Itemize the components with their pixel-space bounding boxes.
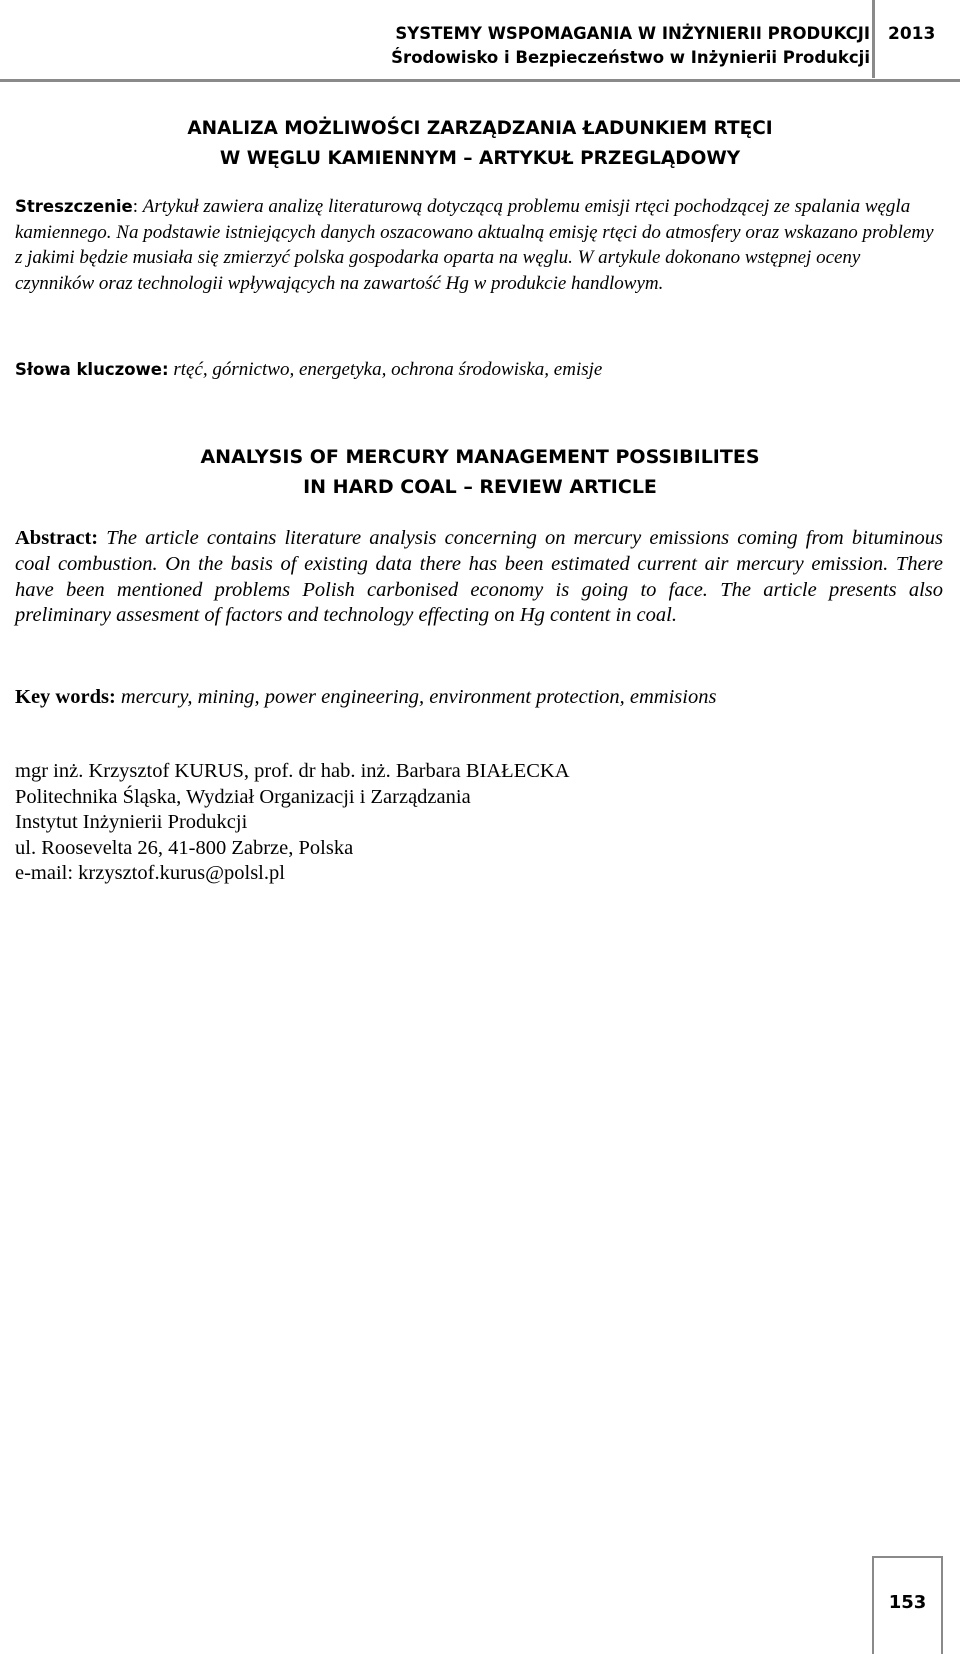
abstract-polish-colon: : (132, 196, 143, 217)
keywords-polish-text: rtęć, górnictwo, energetyka, ochrona środowiska, emisje (173, 359, 603, 380)
keywords-english (15, 684, 943, 710)
author-email: e-mail: krzysztof.kurus@polsl.pl (15, 862, 285, 885)
header-horizontal-rule (0, 79, 960, 82)
abstract-polish (15, 194, 943, 296)
journal-title-line2: Środowisko i Bezpieczeństwo w Inżynierii Produkcji (391, 48, 870, 67)
title-polish (0, 114, 960, 174)
title-english-line2: IN HARD COAL – REVIEW ARTICLE (303, 476, 657, 498)
author-address: ul. Roosevelta 26, 41-800 Zabrze, Polska (15, 836, 354, 859)
keywords-polish (15, 357, 943, 383)
abstract-english-label: Abstract: (15, 527, 99, 549)
keywords-english-text: mercury, mining, power engineering, environment protection, emmisions (120, 686, 717, 708)
abstract-english (15, 526, 943, 629)
title-polish-line2: W WĘGLU KAMIENNYM – ARTYKUŁ PRZEGLĄDOWY (219, 148, 741, 169)
author-institute: Instytut Inżynierii Produkcji (15, 811, 248, 834)
running-header (0, 0, 960, 80)
abstract-english-text: The article contains literature analysis concerning on mercury emissions coming from bituminous coal combustion. On the basis of existing data there has been estimated current air mercury emission. There have been mentioned problems Polish carbonised economy is going to face. The article presents also preliminary assesment of factors and technology effecting on Hg content in coal. (15, 527, 944, 627)
journal-year: 2013 (888, 24, 936, 44)
page-number: 153 (888, 1592, 927, 1613)
author-block (15, 759, 570, 887)
abstract-polish-label: Streszczenie (15, 197, 133, 216)
author-affiliation: Politechnika Śląska, Wydział Organizacji i Zarządzania (15, 785, 471, 808)
title-polish-line1: ANALIZA MOŻLIWOŚCI ZARZĄDZANIA ŁADUNKIEM RTĘCI (187, 118, 773, 139)
journal-title-line1: SYSTEMY WSPOMAGANIA W INŻYNIERII PRODUKCJI (395, 24, 870, 43)
title-english (0, 442, 960, 502)
keywords-english-label: Key words: (15, 686, 116, 708)
journal-title (391, 22, 870, 70)
page-number-box (872, 1556, 943, 1654)
author-names: mgr inż. Krzysztof KURUS, prof. dr hab. inż. Barbara BIAŁECKA (15, 760, 570, 782)
keywords-polish-label: Słowa kluczowe: (15, 360, 169, 379)
title-english-line1: ANALYSIS OF MERCURY MANAGEMENT POSSIBILITES (200, 446, 760, 468)
header-vertical-rule (872, 0, 875, 78)
abstract-polish-text: Artykuł zawiera analizę literaturową dotyczącą problemu emisji rtęci pochodzącej ze spalania węgla kamiennego. Na podstawie istniejących danych oszacowano aktualną emisję rtęci do atmosfery oraz wskazano problemy z jakimi będzie musiała się zmierzyć polska gospodarka oparta na węglu. W artykule dokonano wstępnej oceny czynników oraz technologii wpływających na zawartość Hg w produkcie handlowym. (15, 196, 934, 294)
